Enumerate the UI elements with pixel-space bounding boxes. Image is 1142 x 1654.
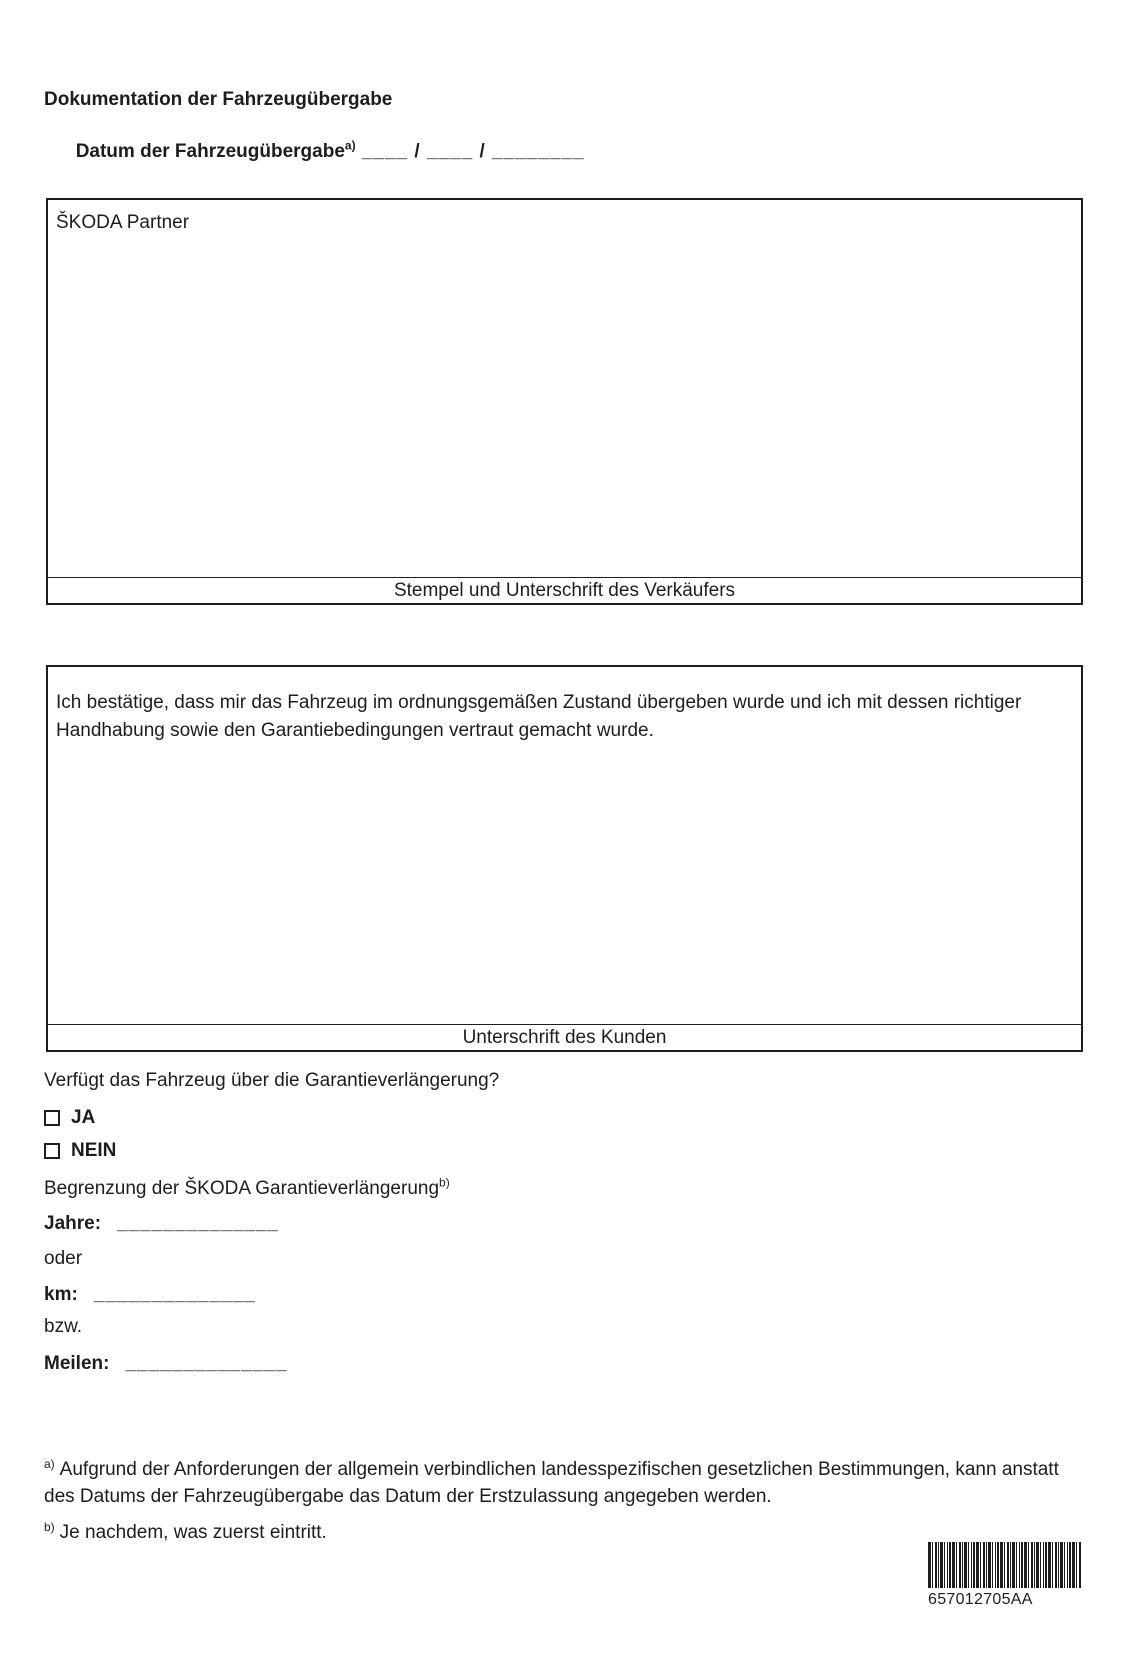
footnotes [44,1456,1084,1546]
customer-confirmation-text: Ich bestätige, dass mir das Fahrzeug im ordnungsgemäßen Zustand übergeben wurde und ich mit dessen richtiger Handhabung sowie den Garantiebedingungen vertraut gemacht wurde. [56,692,1022,741]
option-row-ja [44,1105,1084,1131]
meilen-label: Meilen: [44,1353,110,1374]
ja-label: JA [71,1107,96,1128]
customer-signature-area [48,667,1081,1024]
footnote-a [44,1456,1084,1510]
meilen-blank: ______________ [125,1353,288,1374]
customer-signature-caption: Unterschrift des Kunden [48,1024,1081,1050]
seller-signature-box [46,198,1083,605]
jahre-blank: ______________ [117,1213,279,1234]
warranty-limit-heading [44,1176,1084,1202]
connector-bzw: bzw. [44,1316,83,1337]
ja-checkbox[interactable] [44,1110,60,1126]
field-row-km [44,1282,1084,1308]
footnote-b-text: Je nachdem, was zuerst eintritt. [59,1522,327,1543]
barcode-block [928,1542,1082,1609]
option-row-nein [44,1138,1084,1164]
field-row-meilen [44,1351,1084,1377]
footnote-a-marker: a) [44,1456,55,1471]
footnote-a-text: Aufgrund der Anforderungen der allgemein verbindlichen landesspezifischen gesetzlichen Bestimmungen, kann anstatt des Datums der Fahrzeugübergabe das Datum der Erstzulassung angegeben werden. [44,1459,1059,1507]
handover-date-blanks: ____ / ____ / ________ [355,141,585,162]
jahre-label: Jahre: [44,1213,102,1234]
connector-oder: oder [44,1248,83,1269]
footnote-marker-b-ref: b) [439,1175,450,1190]
footnote-marker-a-ref: a) [344,138,356,153]
field-row-jahre [44,1211,1084,1237]
barcode-number: 657012705AA [928,1591,1033,1608]
handover-date-label: Datum der Fahrzeugübergabe [75,141,345,162]
km-label: km: [44,1284,78,1305]
customer-signature-box [46,665,1083,1052]
km-blank: ______________ [93,1284,256,1305]
nein-checkbox[interactable] [44,1143,60,1159]
footnote-b-marker: b) [44,1519,55,1534]
seller-signature-caption: Stempel und Unterschrift des Verkäufers [48,577,1081,603]
seller-signature-area [48,200,1081,577]
handover-date-line [44,113,1084,191]
nein-label: NEIN [71,1140,117,1161]
warranty-limit-label: Begrenzung der ŠKODA Garantieverlängerung [44,1178,440,1199]
page-title: Dokumentation der Fahrzeugübergabe [44,89,393,110]
barcode [928,1542,1082,1588]
skoda-partner-label: ŠKODA Partner [56,212,190,233]
warranty-extension-question: Verfügt das Fahrzeug über die Garantieverlängerung? [44,1070,500,1091]
